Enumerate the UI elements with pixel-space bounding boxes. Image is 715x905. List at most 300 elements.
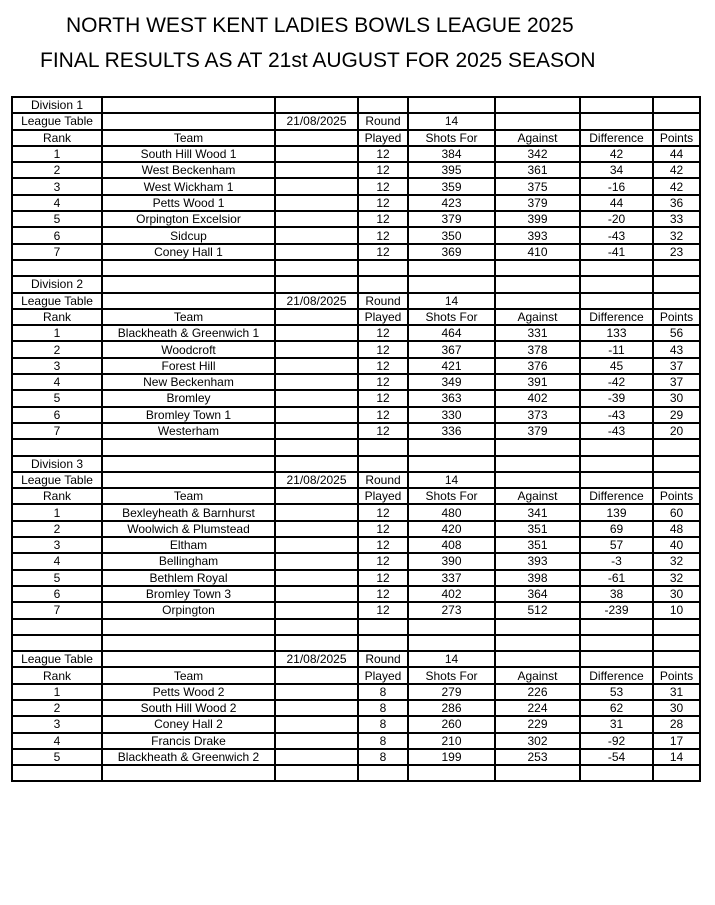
empty-cell: [358, 765, 408, 781]
against-cell: 342: [495, 146, 580, 162]
empty-cell: [495, 765, 580, 781]
empty-cell: [653, 276, 700, 292]
team-cell: Woolwich & Plumstead: [102, 521, 275, 537]
table-row: [12, 178, 700, 194]
division-name-row: [12, 276, 700, 292]
empty-cell: [580, 635, 653, 651]
empty-cell: [580, 439, 653, 455]
against-cell: 410: [495, 244, 580, 260]
empty-cell: [653, 619, 700, 635]
empty-cell: [408, 635, 495, 651]
empty-cell: [102, 472, 275, 488]
empty-cell: [495, 635, 580, 651]
table-row: [12, 749, 700, 765]
league-table-label: League Table: [12, 113, 102, 129]
shots-for-cell: 210: [408, 733, 495, 749]
team-cell: Francis Drake: [102, 733, 275, 749]
team-cell: Bromley Town 3: [102, 586, 275, 602]
against-cell: 402: [495, 390, 580, 406]
played-cell: 12: [358, 407, 408, 423]
round-label: Round: [358, 113, 408, 129]
shots-for-cell: 367: [408, 341, 495, 357]
header-rank: Rank: [12, 488, 102, 504]
empty-cell: [275, 537, 358, 553]
column-header-row: [12, 488, 700, 504]
played-cell: 12: [358, 423, 408, 439]
points-cell: 42: [653, 178, 700, 194]
points-cell: 23: [653, 244, 700, 260]
points-cell: 14: [653, 749, 700, 765]
division-name: Division 3: [12, 456, 102, 472]
team-cell: Coney Hall 1: [102, 244, 275, 260]
header-difference: Difference: [580, 309, 653, 325]
points-cell: 43: [653, 341, 700, 357]
table-row: [12, 570, 700, 586]
table-row: [12, 358, 700, 374]
empty-cell: [580, 113, 653, 129]
against-cell: 341: [495, 504, 580, 520]
column-header-row: [12, 667, 700, 683]
empty-cell: [275, 309, 358, 325]
difference-cell: -16: [580, 178, 653, 194]
against-cell: 351: [495, 537, 580, 553]
league-table-info-row: [12, 113, 700, 129]
against-cell: 351: [495, 521, 580, 537]
difference-cell: 139: [580, 504, 653, 520]
empty-cell: [275, 423, 358, 439]
played-cell: 12: [358, 521, 408, 537]
against-cell: 253: [495, 749, 580, 765]
points-cell: 17: [653, 733, 700, 749]
division-name-row: [12, 456, 700, 472]
shots-for-cell: 423: [408, 195, 495, 211]
page-subtitle: FINAL RESULTS AS AT 21st AUGUST FOR 2025 SEASON: [40, 49, 596, 72]
against-cell: 398: [495, 570, 580, 586]
empty-cell: [653, 439, 700, 455]
points-cell: 37: [653, 374, 700, 390]
against-cell: 379: [495, 195, 580, 211]
rank-cell: 6: [12, 227, 102, 243]
points-cell: 32: [653, 570, 700, 586]
header-team: Team: [102, 667, 275, 683]
empty-cell: [580, 293, 653, 309]
shots-for-cell: 330: [408, 407, 495, 423]
played-cell: 12: [358, 586, 408, 602]
shots-for-cell: 359: [408, 178, 495, 194]
team-cell: South Hill Wood 1: [102, 146, 275, 162]
table-row: [12, 244, 700, 260]
table-row: [12, 684, 700, 700]
team-cell: Woodcroft: [102, 341, 275, 357]
table-row: [12, 716, 700, 732]
header-against: Against: [495, 130, 580, 146]
round-number: 14: [408, 293, 495, 309]
empty-cell: [275, 325, 358, 341]
league-table-info-row: [12, 472, 700, 488]
header-difference: Difference: [580, 667, 653, 683]
league-table-label: League Table: [12, 293, 102, 309]
played-cell: 12: [358, 390, 408, 406]
division-name: Division 2: [12, 276, 102, 292]
league-results-table: [11, 96, 701, 782]
shots-for-cell: 402: [408, 586, 495, 602]
rank-cell: 1: [12, 504, 102, 520]
empty-cell: [102, 439, 275, 455]
spacer-row: [12, 439, 700, 455]
empty-cell: [102, 97, 275, 113]
points-cell: 20: [653, 423, 700, 439]
empty-cell: [358, 260, 408, 276]
rank-cell: 3: [12, 178, 102, 194]
empty-cell: [275, 178, 358, 194]
empty-cell: [408, 456, 495, 472]
empty-cell: [358, 635, 408, 651]
against-cell: 376: [495, 358, 580, 374]
team-cell: Bethlem Royal: [102, 570, 275, 586]
shots-for-cell: 420: [408, 521, 495, 537]
difference-cell: 45: [580, 358, 653, 374]
header-played: Played: [358, 130, 408, 146]
table-row: [12, 146, 700, 162]
empty-cell: [275, 358, 358, 374]
team-cell: Westerham: [102, 423, 275, 439]
header-against: Against: [495, 667, 580, 683]
header-shots-for: Shots For: [408, 488, 495, 504]
points-cell: 40: [653, 537, 700, 553]
difference-cell: -239: [580, 602, 653, 618]
against-cell: 512: [495, 602, 580, 618]
empty-cell: [102, 113, 275, 129]
round-number: 14: [408, 113, 495, 129]
league-table-info-row: [12, 293, 700, 309]
empty-cell: [408, 439, 495, 455]
rank-cell: 4: [12, 374, 102, 390]
empty-cell: [408, 276, 495, 292]
empty-cell: [358, 97, 408, 113]
against-cell: 375: [495, 178, 580, 194]
empty-cell: [580, 276, 653, 292]
played-cell: 12: [358, 358, 408, 374]
header-shots-for: Shots For: [408, 130, 495, 146]
points-cell: 48: [653, 521, 700, 537]
played-cell: 12: [358, 244, 408, 260]
shots-for-cell: 273: [408, 602, 495, 618]
team-cell: West Wickham 1: [102, 178, 275, 194]
empty-cell: [653, 456, 700, 472]
played-cell: 12: [358, 227, 408, 243]
against-cell: 302: [495, 733, 580, 749]
empty-cell: [358, 619, 408, 635]
round-label: Round: [358, 651, 408, 667]
difference-cell: -41: [580, 244, 653, 260]
played-cell: 12: [358, 504, 408, 520]
header-points: Points: [653, 488, 700, 504]
empty-cell: [12, 635, 102, 651]
empty-cell: [653, 635, 700, 651]
empty-cell: [495, 472, 580, 488]
header-difference: Difference: [580, 130, 653, 146]
header-difference: Difference: [580, 488, 653, 504]
empty-cell: [275, 700, 358, 716]
empty-cell: [275, 130, 358, 146]
team-cell: Bromley: [102, 390, 275, 406]
empty-cell: [12, 619, 102, 635]
empty-cell: [495, 619, 580, 635]
rank-cell: 3: [12, 537, 102, 553]
rank-cell: 5: [12, 749, 102, 765]
table-row: [12, 227, 700, 243]
against-cell: 224: [495, 700, 580, 716]
empty-cell: [275, 521, 358, 537]
empty-cell: [275, 635, 358, 651]
shots-for-cell: 384: [408, 146, 495, 162]
rank-cell: 4: [12, 195, 102, 211]
difference-cell: 57: [580, 537, 653, 553]
empty-cell: [408, 97, 495, 113]
played-cell: 12: [358, 211, 408, 227]
table-date: 21/08/2025: [275, 651, 358, 667]
empty-cell: [275, 619, 358, 635]
against-cell: 331: [495, 325, 580, 341]
division-name-row: [12, 97, 700, 113]
empty-cell: [653, 97, 700, 113]
played-cell: 8: [358, 700, 408, 716]
team-cell: Eltham: [102, 537, 275, 553]
points-cell: 56: [653, 325, 700, 341]
empty-cell: [580, 472, 653, 488]
empty-cell: [653, 651, 700, 667]
table-date: 21/08/2025: [275, 472, 358, 488]
table-row: [12, 602, 700, 618]
empty-cell: [275, 227, 358, 243]
column-header-row: [12, 130, 700, 146]
team-cell: Petts Wood 1: [102, 195, 275, 211]
points-cell: 30: [653, 700, 700, 716]
table-row: [12, 211, 700, 227]
empty-cell: [12, 260, 102, 276]
header-played: Played: [358, 309, 408, 325]
difference-cell: 31: [580, 716, 653, 732]
header-team: Team: [102, 488, 275, 504]
rank-cell: 5: [12, 390, 102, 406]
table-date: 21/08/2025: [275, 113, 358, 129]
table-row: [12, 733, 700, 749]
difference-cell: 62: [580, 700, 653, 716]
points-cell: 37: [653, 358, 700, 374]
empty-cell: [580, 619, 653, 635]
table-row: [12, 390, 700, 406]
empty-cell: [275, 456, 358, 472]
empty-cell: [275, 667, 358, 683]
difference-cell: 34: [580, 162, 653, 178]
team-cell: West Beckenham: [102, 162, 275, 178]
empty-cell: [580, 765, 653, 781]
shots-for-cell: 279: [408, 684, 495, 700]
header-team: Team: [102, 309, 275, 325]
team-cell: Bellingham: [102, 553, 275, 569]
empty-cell: [275, 407, 358, 423]
empty-cell: [408, 765, 495, 781]
team-cell: Bexleyheath & Barnhurst: [102, 504, 275, 520]
empty-cell: [102, 293, 275, 309]
against-cell: 229: [495, 716, 580, 732]
points-cell: 10: [653, 602, 700, 618]
empty-cell: [495, 651, 580, 667]
team-cell: South Hill Wood 2: [102, 700, 275, 716]
points-cell: 28: [653, 716, 700, 732]
empty-cell: [275, 716, 358, 732]
empty-cell: [275, 390, 358, 406]
rank-cell: 1: [12, 146, 102, 162]
league-table-info-row: [12, 651, 700, 667]
team-cell: Bromley Town 1: [102, 407, 275, 423]
round-number: 14: [408, 472, 495, 488]
empty-cell: [653, 472, 700, 488]
played-cell: 12: [358, 195, 408, 211]
rank-cell: 3: [12, 716, 102, 732]
empty-cell: [275, 97, 358, 113]
empty-cell: [275, 586, 358, 602]
played-cell: 12: [358, 553, 408, 569]
shots-for-cell: 350: [408, 227, 495, 243]
shots-for-cell: 390: [408, 553, 495, 569]
team-cell: Coney Hall 2: [102, 716, 275, 732]
rank-cell: 7: [12, 423, 102, 439]
empty-cell: [358, 276, 408, 292]
table-row: [12, 325, 700, 341]
against-cell: 378: [495, 341, 580, 357]
header-shots-for: Shots For: [408, 667, 495, 683]
played-cell: 12: [358, 162, 408, 178]
points-cell: 29: [653, 407, 700, 423]
rank-cell: 2: [12, 162, 102, 178]
empty-cell: [275, 684, 358, 700]
against-cell: 364: [495, 586, 580, 602]
empty-cell: [275, 439, 358, 455]
empty-cell: [275, 749, 358, 765]
spacer-row: [12, 765, 700, 781]
difference-cell: 38: [580, 586, 653, 602]
points-cell: 44: [653, 146, 700, 162]
against-cell: 399: [495, 211, 580, 227]
difference-cell: -43: [580, 407, 653, 423]
shots-for-cell: 421: [408, 358, 495, 374]
shots-for-cell: 199: [408, 749, 495, 765]
played-cell: 8: [358, 684, 408, 700]
points-cell: 30: [653, 586, 700, 602]
empty-cell: [358, 439, 408, 455]
spacer-row: [12, 619, 700, 635]
league-table-label: League Table: [12, 651, 102, 667]
empty-cell: [653, 113, 700, 129]
header-points: Points: [653, 667, 700, 683]
team-cell: Blackheath & Greenwich 1: [102, 325, 275, 341]
empty-cell: [653, 293, 700, 309]
table-row: [12, 504, 700, 520]
points-cell: 60: [653, 504, 700, 520]
table-row: [12, 341, 700, 357]
shots-for-cell: 286: [408, 700, 495, 716]
header-team: Team: [102, 130, 275, 146]
empty-cell: [495, 97, 580, 113]
header-played: Played: [358, 667, 408, 683]
shots-for-cell: 336: [408, 423, 495, 439]
rank-cell: 1: [12, 684, 102, 700]
header-against: Against: [495, 309, 580, 325]
header-played: Played: [358, 488, 408, 504]
empty-cell: [275, 733, 358, 749]
round-label: Round: [358, 293, 408, 309]
difference-cell: 133: [580, 325, 653, 341]
played-cell: 12: [358, 602, 408, 618]
against-cell: 226: [495, 684, 580, 700]
empty-cell: [275, 374, 358, 390]
rank-cell: 1: [12, 325, 102, 341]
rank-cell: 3: [12, 358, 102, 374]
empty-cell: [275, 504, 358, 520]
team-cell: Sidcup: [102, 227, 275, 243]
empty-cell: [358, 456, 408, 472]
difference-cell: -39: [580, 390, 653, 406]
rank-cell: 2: [12, 521, 102, 537]
table-row: [12, 162, 700, 178]
empty-cell: [102, 260, 275, 276]
empty-cell: [495, 439, 580, 455]
header-points: Points: [653, 309, 700, 325]
empty-cell: [102, 276, 275, 292]
empty-cell: [12, 439, 102, 455]
empty-cell: [653, 765, 700, 781]
empty-cell: [275, 146, 358, 162]
empty-cell: [653, 260, 700, 276]
rank-cell: 5: [12, 211, 102, 227]
difference-cell: 42: [580, 146, 653, 162]
empty-cell: [275, 553, 358, 569]
difference-cell: -43: [580, 423, 653, 439]
played-cell: 12: [358, 341, 408, 357]
empty-cell: [275, 244, 358, 260]
rank-cell: 6: [12, 586, 102, 602]
played-cell: 8: [358, 716, 408, 732]
rank-cell: 5: [12, 570, 102, 586]
against-cell: 379: [495, 423, 580, 439]
played-cell: 12: [358, 537, 408, 553]
empty-cell: [275, 162, 358, 178]
difference-cell: 53: [580, 684, 653, 700]
spacer-row: [12, 260, 700, 276]
points-cell: 32: [653, 553, 700, 569]
division-name: Division 1: [12, 97, 102, 113]
table-row: [12, 537, 700, 553]
table-row: [12, 195, 700, 211]
empty-cell: [495, 293, 580, 309]
empty-cell: [495, 260, 580, 276]
table-row: [12, 423, 700, 439]
empty-cell: [102, 456, 275, 472]
empty-cell: [102, 765, 275, 781]
against-cell: 393: [495, 553, 580, 569]
empty-cell: [275, 195, 358, 211]
played-cell: 12: [358, 146, 408, 162]
empty-cell: [275, 276, 358, 292]
team-cell: Blackheath & Greenwich 2: [102, 749, 275, 765]
header-rank: Rank: [12, 130, 102, 146]
round-label: Round: [358, 472, 408, 488]
difference-cell: 69: [580, 521, 653, 537]
difference-cell: -43: [580, 227, 653, 243]
shots-for-cell: 337: [408, 570, 495, 586]
difference-cell: -61: [580, 570, 653, 586]
